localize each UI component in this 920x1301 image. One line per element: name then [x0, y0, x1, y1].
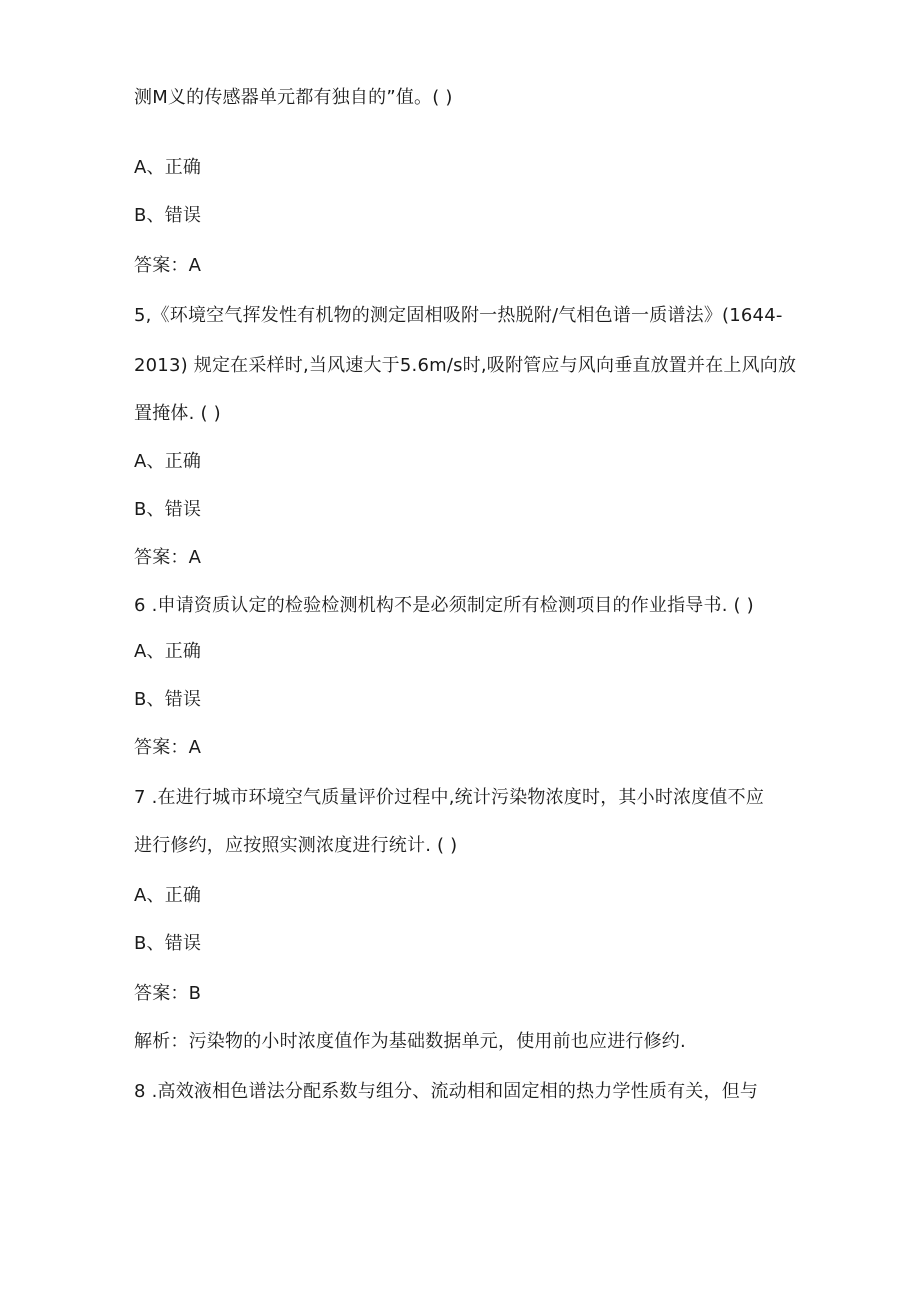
- question-5-text-line-1: 5,《环境空气挥发性有机物的测定固相吸附一热脱附/气相色谱一质谱法》(1644-: [134, 305, 783, 326]
- question-8-text: 8 .高效液相色谱法分配系数与组分、流动相和固定相的热力学性质有关，但与: [134, 1081, 759, 1102]
- answer: 答案：A: [134, 547, 202, 568]
- question-5-text-line-2: 2013) 规定在采样时,当风速大于5.6m∕s时,吸附管应与风向垂直放置并在上风向放: [134, 355, 797, 376]
- option-a: A、正确: [134, 451, 202, 472]
- question-5-text-line-3: 置掩体. ( ): [134, 403, 221, 424]
- option-b: B、错误: [134, 205, 202, 226]
- option-a: A、正确: [134, 885, 202, 906]
- question-7-text-line-2: 进行修约，应按照实测浓度进行统计. ( ): [134, 835, 458, 856]
- question-4-text-line: 测M义的传感器单元都有独自的”值。( ): [134, 87, 453, 108]
- answer: 答案：A: [134, 255, 202, 276]
- question-6-text: 6 .申请资质认定的检验检测机构不是必须制定所有检测项目的作业指导书. ( ): [134, 595, 754, 616]
- option-b: B、错误: [134, 689, 202, 710]
- option-b: B、错误: [134, 499, 202, 520]
- question-7-text-line-1: 7 .在进行城市环境空气质量评价过程中,统计污染物浓度时，其小时浓度值不应: [134, 787, 765, 808]
- answer: 答案：B: [134, 983, 202, 1004]
- answer: 答案：A: [134, 737, 202, 758]
- explanation: 解析：污染物的小时浓度值作为基础数据单元，使用前也应进行修约.: [134, 1031, 686, 1052]
- option-a: A、正确: [134, 641, 202, 662]
- option-b: B、错误: [134, 933, 202, 954]
- option-a: A、正确: [134, 157, 202, 178]
